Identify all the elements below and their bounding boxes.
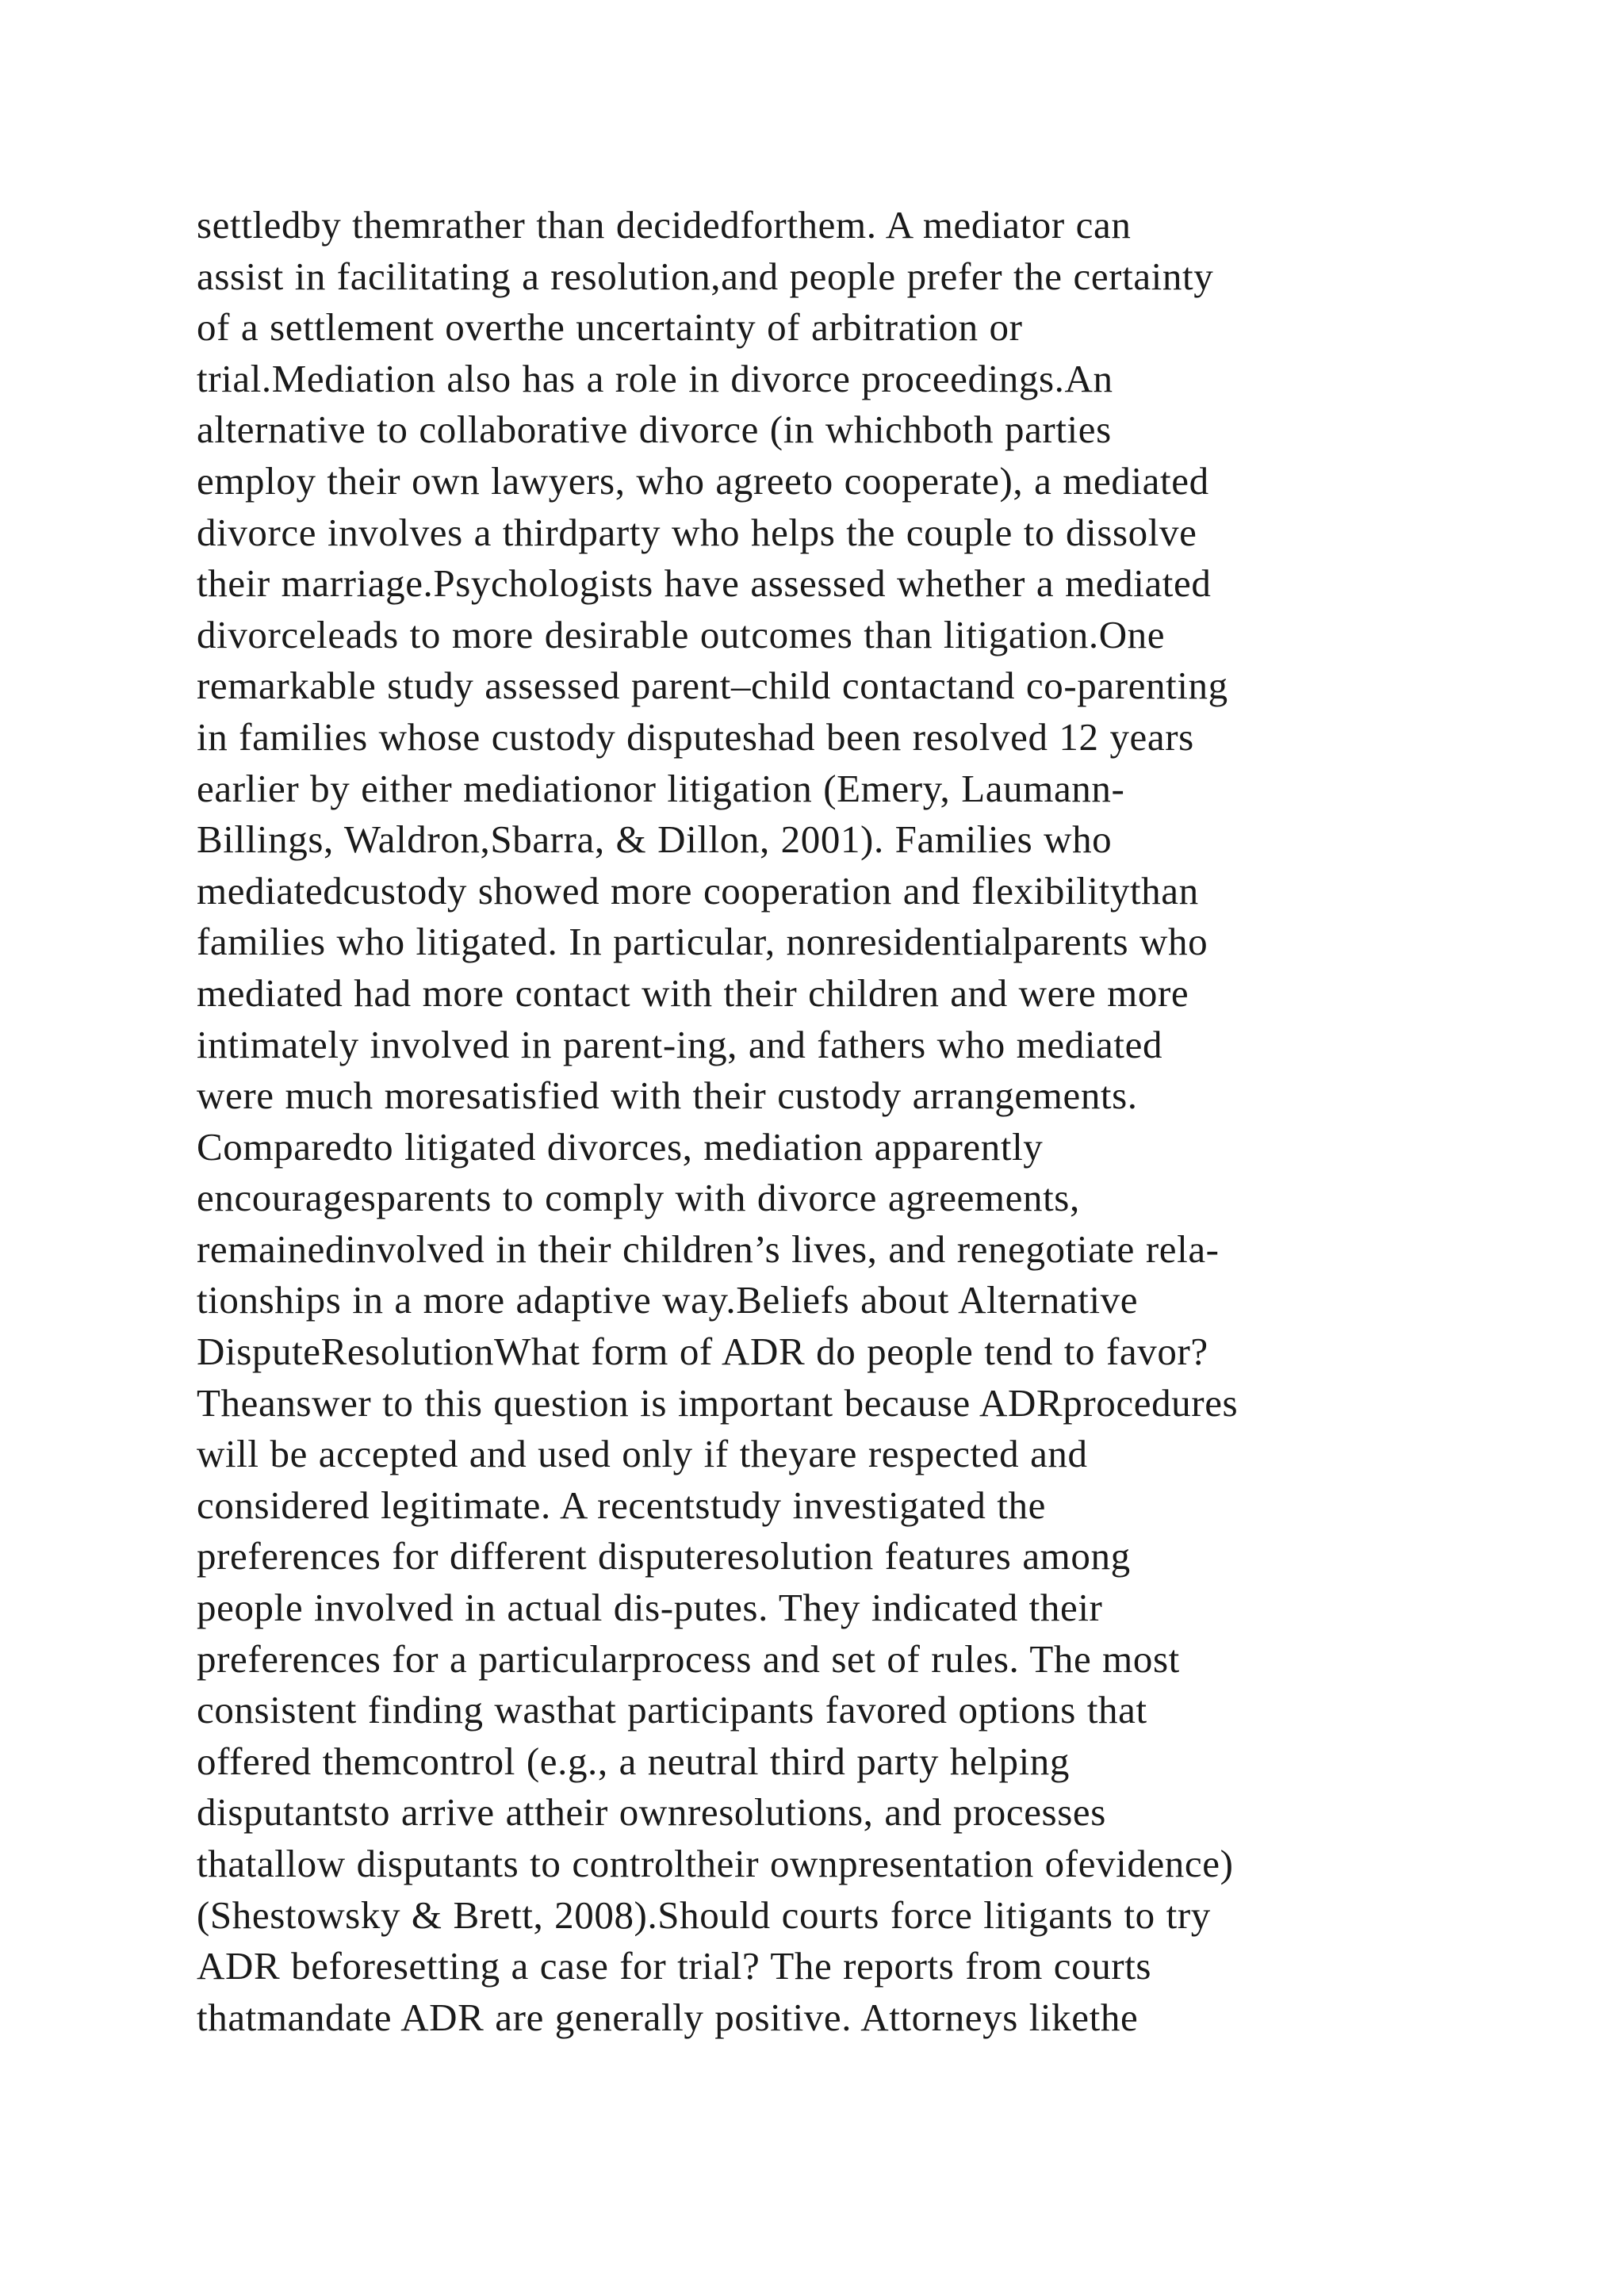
text-line: their marriage.Psychologists have assessed whether a mediated <box>197 561 1212 606</box>
text-line: mediatedcustody showed more cooperation and flexibilitythan <box>197 868 1199 913</box>
text-line: remarkable study assessed parent–child contactand co-parenting <box>197 664 1228 708</box>
text-line: employ their own lawyers, who agreeto cooperate), a mediated <box>197 458 1209 503</box>
text-line: intimately involved in parent-ing, and fathers who mediated <box>197 1022 1163 1066</box>
text-line: Comparedto litigated divorces, mediation apparently <box>197 1124 1044 1169</box>
text-line: assist in facilitating a resolution,and people prefer the certainty <box>197 254 1214 298</box>
text-line: tionships in a more adaptive way.Beliefs about Alternative <box>197 1278 1139 1322</box>
text-line: (Shestowsky & Brett, 2008).Should courts force litigants to try <box>197 1892 1211 1937</box>
text-line: settledby themrather than decidedforthem. A mediator can <box>197 203 1132 247</box>
text-line: alternative to collaborative divorce (in whichboth parties <box>197 408 1112 452</box>
text-line: of a settlement overthe uncertainty of arbitration or <box>197 305 1023 350</box>
body-text <box>197 200 1529 2043</box>
text-line: ADR beforesetting a case for trial? The reports from courts <box>197 1944 1152 1988</box>
text-line: thatmandate ADR are generally positive. Attorneys likethe <box>197 1995 1139 2039</box>
text-line: consistent finding wasthat participants favored options that <box>197 1688 1147 1732</box>
text-line: trial.Mediation also has a role in divorce proceedings.An <box>197 356 1113 400</box>
text-line: divorceleads to more desirable outcomes than litigation.One <box>197 612 1166 656</box>
text-line: disputantsto arrive attheir ownresolutions, and processes <box>197 1790 1106 1835</box>
text-line: in families whose custody disputeshad been resolved 12 years <box>197 714 1194 759</box>
text-line: preferences for a particularprocess and set of rules. The most <box>197 1636 1180 1681</box>
text-line: offered themcontrol (e.g., a neutral third party helping <box>197 1739 1070 1783</box>
text-line: remainedinvolved in their children’s lives, and renegotiate rela- <box>197 1226 1220 1271</box>
text-line: earlier by either mediationor litigation (Emery, Laumann- <box>197 766 1125 810</box>
text-line: encouragesparents to comply with divorce agreements, <box>197 1176 1080 1220</box>
text-line: DisputeResolutionWhat form of ADR do people tend to favor? <box>197 1330 1208 1374</box>
text-line: considered legitimate. A recentstudy investigated the <box>197 1483 1046 1527</box>
text-line: mediated had more contact with their children and were more <box>197 970 1189 1015</box>
text-line: Theanswer to this question is important because ADRprocedures <box>197 1380 1239 1425</box>
text-line: thatallow disputants to controltheir ownpresentation ofevidence) <box>197 1842 1234 1885</box>
text-line: divorce involves a thirdparty who helps the couple to dissolve <box>197 510 1197 554</box>
text-line: Billings, Waldron,Sbarra, & Dillon, 2001). Families who <box>197 817 1113 862</box>
text-line: preferences for different disputeresolution features among <box>197 1534 1131 1578</box>
text-line: people involved in actual dis-putes. They indicated their <box>197 1586 1103 1630</box>
text-line: were much moresatisfied with their custody arrangements. <box>197 1073 1138 1118</box>
text-line: families who litigated. In particular, nonresidentialparents who <box>197 920 1208 964</box>
text-line: will be accepted and used only if theyare respected and <box>197 1432 1088 1476</box>
